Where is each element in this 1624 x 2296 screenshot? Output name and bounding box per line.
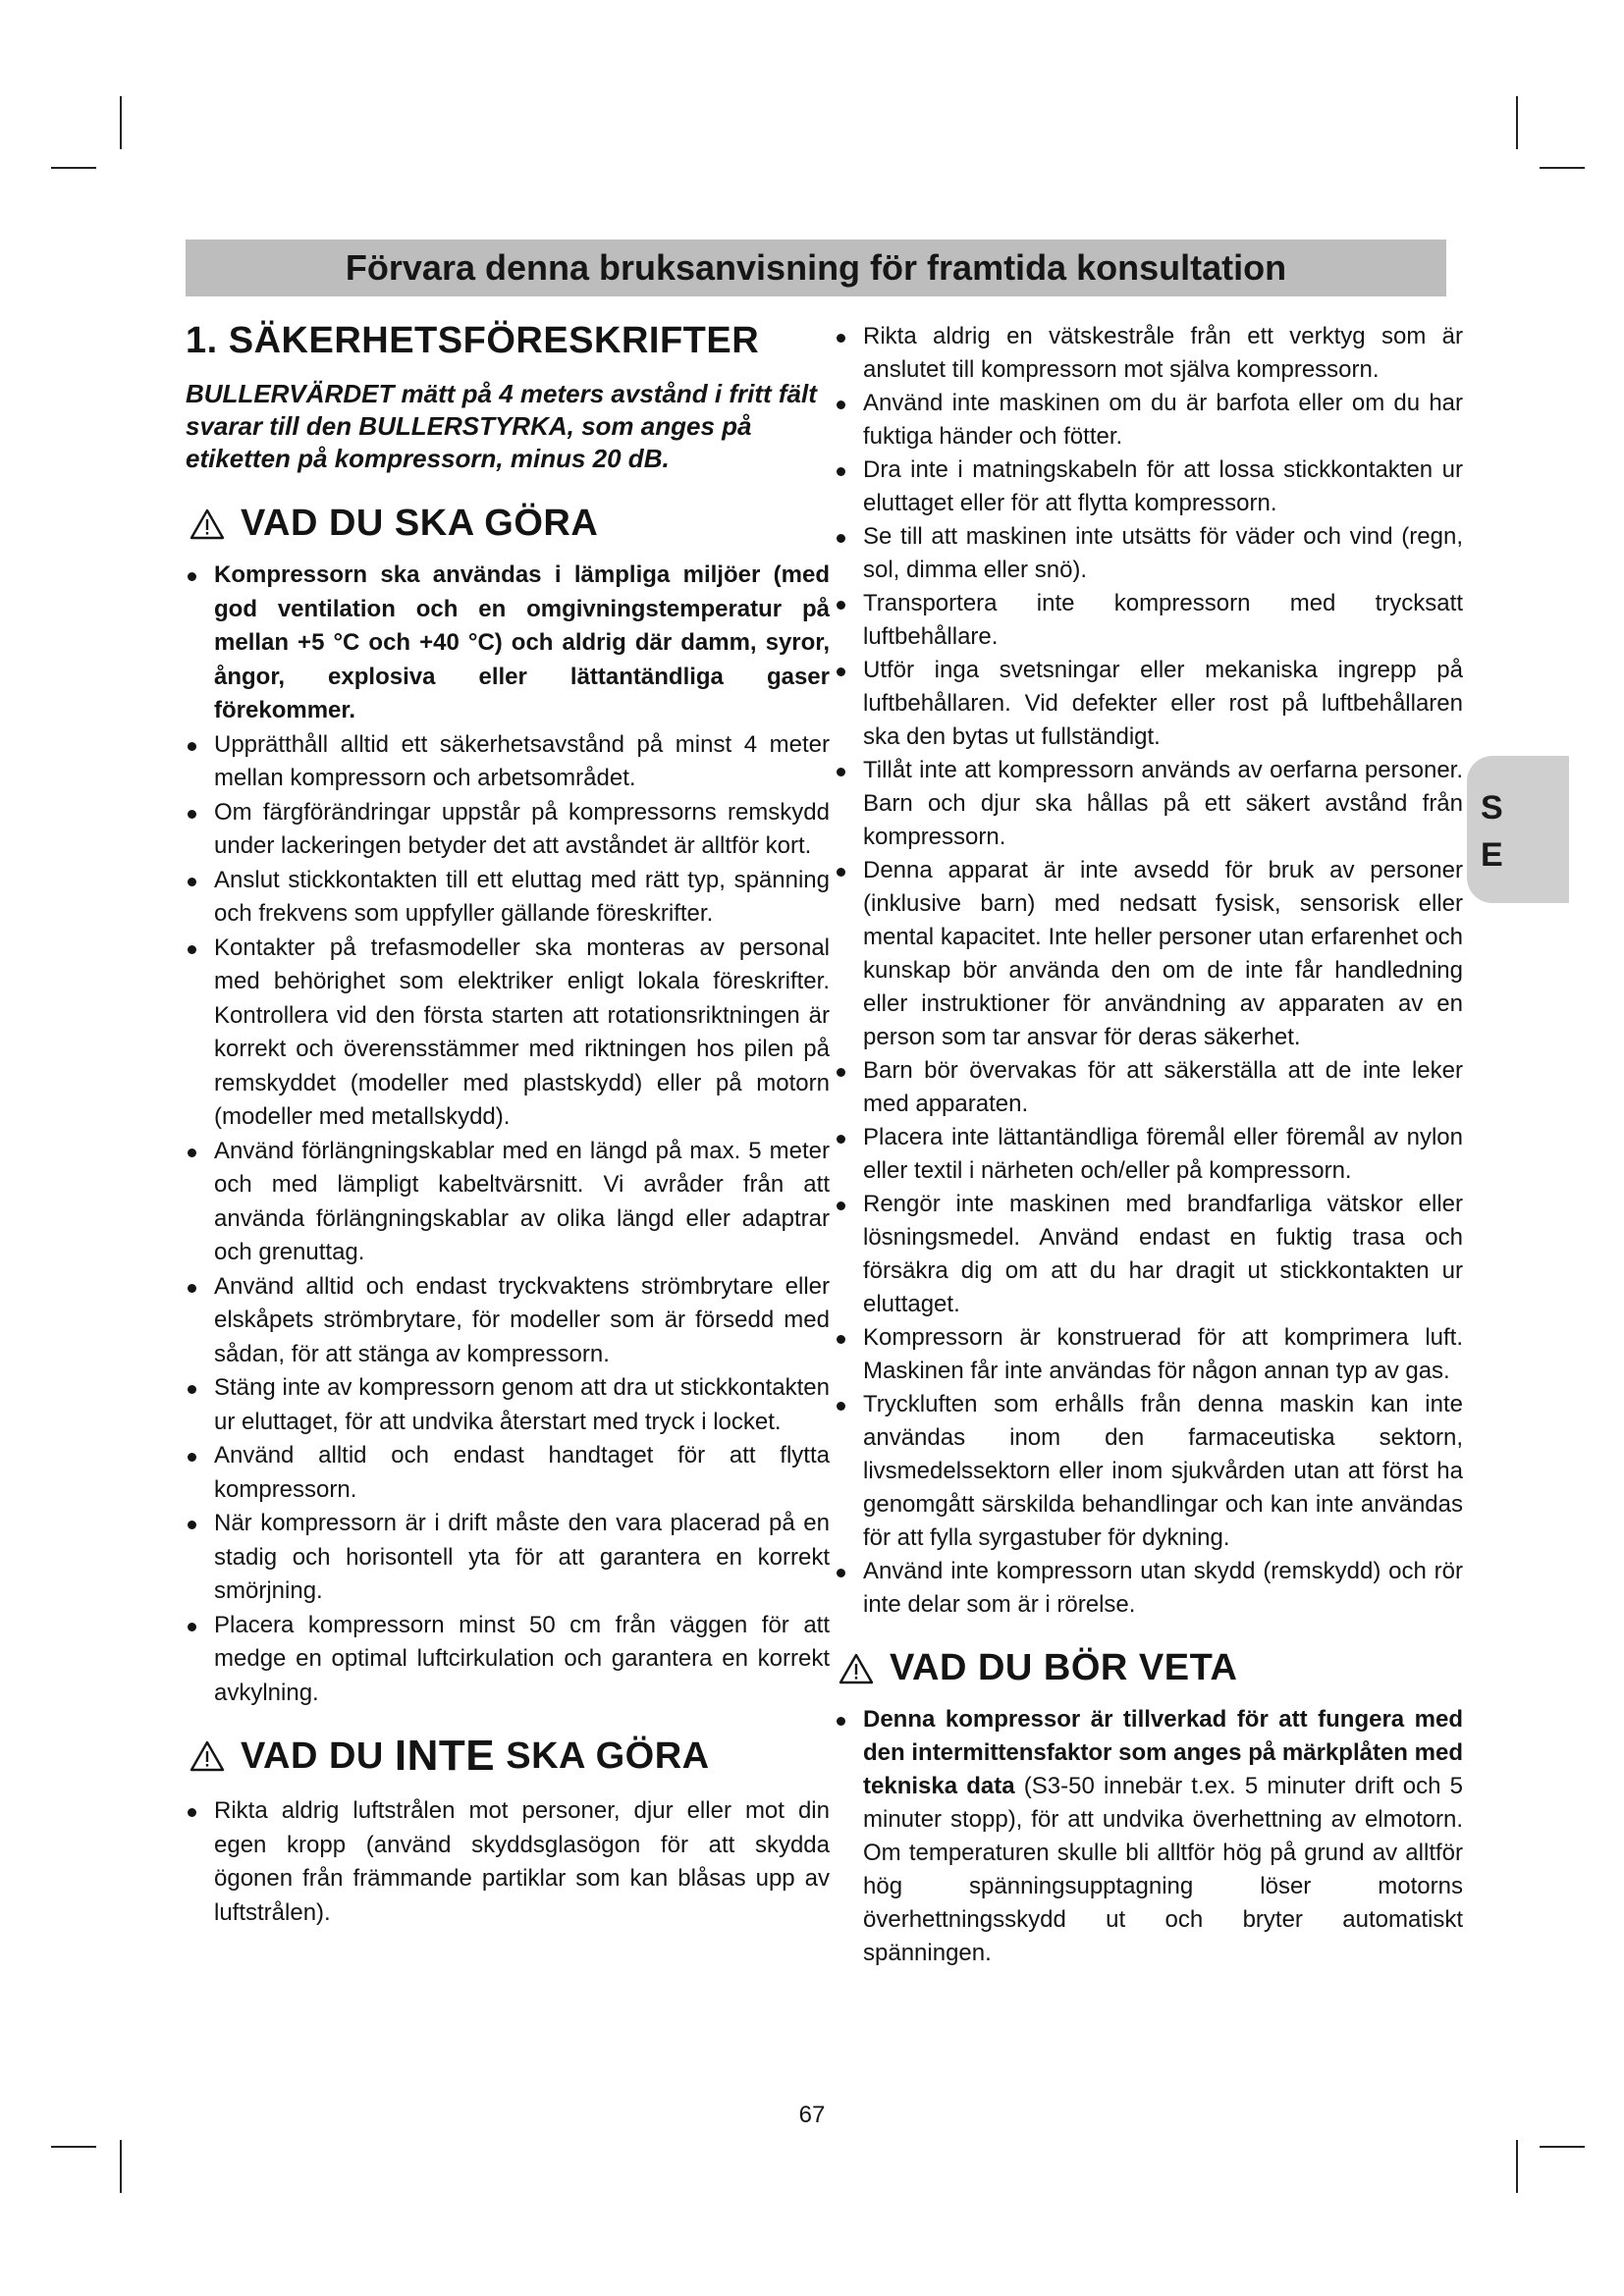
- left-column: [186, 320, 830, 1930]
- dont-item: Tillåt inte att kompressorn används av oerfarna personer. Barn och djur ska hållas på ett säkert avstånd från kompressorn.: [835, 754, 1463, 854]
- know-heading-text: VAD DU BÖR VETA: [890, 1647, 1238, 1688]
- do-heading: [186, 503, 830, 545]
- know-heading: [835, 1647, 1463, 1689]
- warning-triangle-icon: [839, 1653, 874, 1684]
- dont-list-left: [186, 1794, 830, 1930]
- crop-mark-top-left-horizontal: [51, 167, 96, 169]
- dont-item: Använd inte kompressorn utan skydd (remskydd) och rör inte delar som är i rörelse.: [835, 1555, 1463, 1622]
- crop-mark-bottom-left-vertical: [120, 2140, 122, 2193]
- dont-item: Denna apparat är inte avsedd för bruk av personer (inklusive barn) med nedsatt fysisk, sensorisk eller mental kapacitet. Inte heller personer utan erfarenhet och kunskap bör använda den om de inte får handledning eller instruktioner för användning av apparaten av en person som tar ansvar för deras säkerhet.: [835, 854, 1463, 1054]
- section-title: 1. SÄKERHETSFÖRESKRIFTER: [186, 320, 760, 361]
- do-item: Använd alltid och endast tryckvaktens strömbrytare eller elskåpets strömbrytare, för modeller som är försedd med sådan, för att stänga av kompressorn.: [186, 1270, 830, 1372]
- know-item-rest: (S3-50 innebär t.ex. 5 minuter drift och 5 minuter stopp), för att undvika överhettning av elmotorn. Om temperaturen skulle bli alltför hög på grund av alltför hög spänningsupptagning löser motorns överhettningsskydd ut och bryter automatiskt spänningen.: [863, 1773, 1464, 1966]
- do-item: Använd förlängningskablar med en längd på max. 5 meter och med lämpligt kabeltvärsnitt. Vi avråder från att använda förlängningskablar av olika längd eller adaptrar och grenuttag.: [186, 1135, 830, 1270]
- crop-mark-top-left-vertical: [120, 96, 122, 149]
- dont-item: Placera inte lättantändliga föremål eller föremål av nylon eller textil i närheten och/eller på kompressorn.: [835, 1121, 1463, 1188]
- do-item: Placera kompressorn minst 50 cm från väggen för att medge en optimal luftcirkulation och garantera en korrekt avkylning.: [186, 1609, 830, 1711]
- dont-item: Tryckluften som erhålls från denna maskin kan inte användas inom den farmaceutiska sektorn, livsmedelssektorn eller inom sjukvården utan att först ha genomgått särskilda behandlingar och kan inte användas för att fylla syrgastuber för dykning.: [835, 1388, 1463, 1555]
- know-list: [835, 1703, 1463, 1970]
- do-item: Anslut stickkontakten till ett eluttag med rätt typ, spänning och frekvens som uppfyller gällande föreskrifter.: [186, 864, 830, 932]
- dont-item: Rengör inte maskinen med brandfarliga vätskor eller lösningsmedel. Använd endast en fuktig trasa och försäkra dig om att du har dragit ut stickkontakten ur eluttaget.: [835, 1188, 1463, 1321]
- do-item: Kompressorn ska användas i lämpliga miljöer (med god ventilation och en omgivningstemperatur på mellan +5 °C och +40 °C) och aldrig där damm, syror, ångor, explosiva eller lättantändliga gaser förekommer.: [186, 559, 830, 728]
- do-item: Använd alltid och endast handtaget för att flytta kompressorn.: [186, 1439, 830, 1507]
- dont-item: Se till att maskinen inte utsätts för väder och vind (regn, sol, dimma eller snö).: [835, 520, 1463, 587]
- do-heading-text: VAD DU SKA GÖRA: [241, 503, 599, 544]
- do-item: Upprätthåll alltid ett säkerhetsavstånd på minst 4 meter mellan kompressorn och arbetsområdet.: [186, 728, 830, 796]
- crop-mark-bottom-right-vertical: [1516, 2140, 1518, 2193]
- dont-heading-part-b: INTE: [394, 1732, 496, 1780]
- dont-heading-part-a: VAD DU: [241, 1735, 384, 1777]
- header-banner: Förvara denna bruksanvisning för framtida konsultation: [186, 240, 1446, 296]
- warning-triangle-icon: [189, 508, 225, 540]
- dont-item: Kompressorn är konstruerad för att komprimera luft. Maskinen får inte användas för någon annan typ av gas.: [835, 1321, 1463, 1388]
- do-item: När kompressorn är i drift måste den vara placerad på en stadig och horisontell yta för att garantera en korrekt smörjning.: [186, 1507, 830, 1609]
- crop-mark-bottom-right-horizontal: [1540, 2146, 1585, 2148]
- know-item: [835, 1703, 1463, 1970]
- do-item: Kontakter på trefasmodeller ska monteras av personal med behörighet som elektriker enligt lokala föreskrifter. Kontrollera vid den första starten att rotationsriktningen är korrekt och överensstämmer med riktningen hos pilen på remskyddet (modeller med plastskydd) eller på motorn (modeller med metallskydd).: [186, 932, 830, 1135]
- dont-item: Barn bör övervakas för att säkerställa att de inte leker med apparaten.: [835, 1054, 1463, 1121]
- dont-item: Utför inga svetsningar eller mekaniska ingrepp på luftbehållaren. Vid defekter eller rost på luftbehållaren ska den bytas ut fullständigt.: [835, 654, 1463, 754]
- dont-item: Dra inte i matningskabeln för att lossa stickkontakten ur eluttaget eller för att flytta kompressorn.: [835, 454, 1463, 520]
- dont-item: Transportera inte kompressorn med trycksatt luftbehållare.: [835, 587, 1463, 654]
- dont-heading: [186, 1732, 830, 1781]
- dont-heading-part-c: SKA GÖRA: [506, 1735, 710, 1777]
- dont-item: Rikta aldrig en vätskestråle från ett verktyg som är anslutet till kompressorn mot själva kompressorn.: [835, 320, 1463, 387]
- do-item: Stäng inte av kompressorn genom att dra ut stickkontakten ur eluttaget, för att undvika återstart med tryck i locket.: [186, 1371, 830, 1439]
- language-tab-letter: S: [1481, 789, 1503, 827]
- dont-list-right: [835, 320, 1463, 1622]
- crop-mark-bottom-left-horizontal: [51, 2146, 96, 2148]
- dont-item: Rikta aldrig luftstrålen mot personer, djur eller mot din egen kropp (använd skyddsglasögon för att skydda ögonen från främmande partiklar som kan blåsas upp av luftstrålen).: [186, 1794, 830, 1930]
- know-item-bold: Denna kompressor är tillverkad för att fungera med den intermittensfaktor som anges på märkplåten med tekniska data: [863, 1706, 1463, 1799]
- crop-mark-top-right-horizontal: [1540, 167, 1585, 169]
- warning-triangle-icon: [189, 1740, 225, 1772]
- noise-intro: BULLERVÄRDET mätt på 4 meters avstånd i fritt fält svarar till den BULLERSTYRKA, som anges på etiketten på kompressorn, minus 20 dB.: [186, 379, 817, 473]
- do-item: Om färgförändringar uppstår på kompressorns remskydd under lackeringen betyder det att avståndet är alltför kort.: [186, 796, 830, 864]
- language-tab-letter: E: [1481, 836, 1503, 874]
- do-list: [186, 559, 830, 1710]
- language-tab: [1467, 756, 1569, 903]
- crop-mark-top-right-vertical: [1516, 96, 1518, 149]
- right-column: [835, 320, 1463, 1970]
- dont-item: Använd inte maskinen om du är barfota eller om du har fuktiga händer och fötter.: [835, 387, 1463, 454]
- page-number: 67: [798, 2102, 826, 2128]
